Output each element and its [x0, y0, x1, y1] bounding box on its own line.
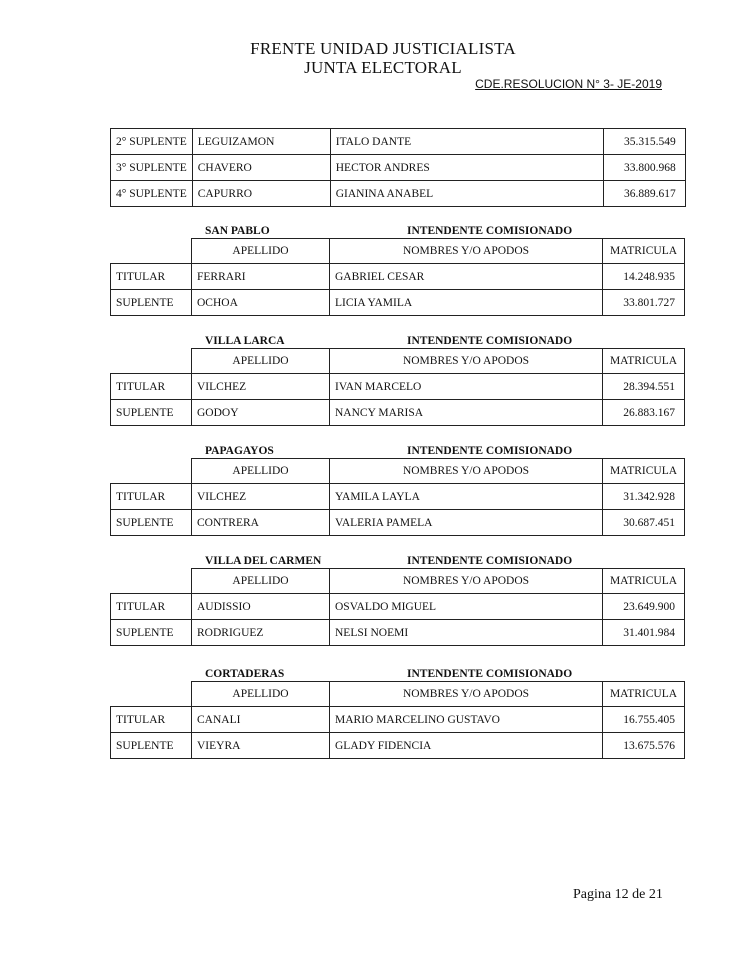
- table-row: [111, 620, 685, 646]
- column-header-apellido: APELLIDO: [192, 459, 330, 484]
- nombres-cell: IVAN MARCELO: [330, 374, 603, 400]
- section-category: INTENDENTE COMISIONADO: [407, 225, 573, 237]
- nombres-cell: OSVALDO MIGUEL: [330, 594, 603, 620]
- column-header-apellido: APELLIDO: [192, 349, 330, 374]
- document-subtitle: JUNTA ELECTORAL: [304, 58, 462, 77]
- matricula-cell: 28.394.551: [603, 374, 685, 400]
- apellido-cell: CONTRERA: [192, 510, 330, 536]
- apellido-cell: GODOY: [192, 400, 330, 426]
- empty-cell: [111, 349, 192, 374]
- matricula-cell: 31.401.984: [603, 620, 685, 646]
- table-row: [111, 484, 685, 510]
- column-header-nombres: NOMBRES Y/O APODOS: [330, 349, 603, 374]
- candidates-table-villa-del-carmen: [110, 568, 685, 646]
- column-header-apellido: APELLIDO: [192, 682, 330, 707]
- role-cell: SUPLENTE: [111, 400, 192, 426]
- role-cell: TITULAR: [111, 707, 192, 733]
- table-row: [111, 290, 685, 316]
- empty-cell: [111, 239, 192, 264]
- role-cell: TITULAR: [111, 264, 192, 290]
- role-cell: 3° SUPLENTE: [111, 155, 193, 181]
- matricula-cell: 26.883.167: [603, 400, 685, 426]
- section-category: INTENDENTE COMISIONADO: [407, 668, 573, 680]
- section-category: INTENDENTE COMISIONADO: [407, 445, 573, 457]
- matricula-cell: 31.342.928: [603, 484, 685, 510]
- nombres-cell: MARIO MARCELINO GUSTAVO: [330, 707, 603, 733]
- table-row: [111, 400, 685, 426]
- nombres-cell: NANCY MARISA: [330, 400, 603, 426]
- table-header-row: [111, 459, 685, 484]
- section-name: VILLA LARCA: [205, 335, 285, 347]
- nombres-cell: YAMILA LAYLA: [330, 484, 603, 510]
- candidates-table-villa-larca: [110, 348, 685, 426]
- empty-cell: [111, 682, 192, 707]
- apellido-cell: AUDISSIO: [192, 594, 330, 620]
- section-name: CORTADERAS: [205, 668, 285, 680]
- nombres-cell: ITALO DANTE: [330, 129, 603, 155]
- table-row: [111, 129, 686, 155]
- role-cell: 4° SUPLENTE: [111, 181, 193, 207]
- role-cell: SUPLENTE: [111, 290, 192, 316]
- document-title: FRENTE UNIDAD JUSTICIALISTA: [250, 39, 516, 58]
- column-header-matricula: MATRICULA: [603, 569, 685, 594]
- empty-cell: [111, 569, 192, 594]
- column-header-nombres: NOMBRES Y/O APODOS: [330, 682, 603, 707]
- role-cell: TITULAR: [111, 374, 192, 400]
- apellido-cell: CANALI: [192, 707, 330, 733]
- nombres-cell: GIANINA ANABEL: [330, 181, 603, 207]
- table-row: [111, 733, 685, 759]
- nombres-cell: GLADY FIDENCIA: [330, 733, 603, 759]
- column-header-nombres: NOMBRES Y/O APODOS: [330, 239, 603, 264]
- column-header-matricula: MATRICULA: [603, 349, 685, 374]
- apellido-cell: LEGUIZAMON: [192, 129, 330, 155]
- table-row: [111, 594, 685, 620]
- matricula-cell: 30.687.451: [603, 510, 685, 536]
- apellido-cell: CHAVERO: [192, 155, 330, 181]
- apellido-cell: FERRARI: [192, 264, 330, 290]
- column-header-matricula: MATRICULA: [603, 459, 685, 484]
- table-header-row: [111, 349, 685, 374]
- empty-cell: [111, 459, 192, 484]
- matricula-cell: 13.675.576: [603, 733, 685, 759]
- table-row: [111, 264, 685, 290]
- resolution-reference: CDE.RESOLUCION N° 3- JE-2019: [475, 77, 662, 91]
- candidates-table-papagayos: [110, 458, 685, 536]
- candidates-table-san-pablo: [110, 238, 685, 316]
- table-header-row: [111, 682, 685, 707]
- matricula-cell: 36.889.617: [603, 181, 685, 207]
- section-heading: [205, 225, 573, 237]
- column-header-matricula: MATRICULA: [603, 682, 685, 707]
- table-row: [111, 707, 685, 733]
- table-header-row: [111, 569, 685, 594]
- continuation-table: [110, 128, 686, 207]
- matricula-cell: 16.755.405: [603, 707, 685, 733]
- apellido-cell: VILCHEZ: [192, 484, 330, 510]
- section-category: INTENDENTE COMISIONADO: [407, 335, 573, 347]
- nombres-cell: LICIA YAMILA: [330, 290, 603, 316]
- column-header-apellido: APELLIDO: [192, 569, 330, 594]
- table-row: [111, 510, 685, 536]
- role-cell: 2° SUPLENTE: [111, 129, 193, 155]
- section-heading: [205, 555, 573, 567]
- apellido-cell: RODRIGUEZ: [192, 620, 330, 646]
- column-header-nombres: NOMBRES Y/O APODOS: [330, 459, 603, 484]
- role-cell: TITULAR: [111, 594, 192, 620]
- page-number: Pagina 12 de 21: [573, 887, 663, 902]
- apellido-cell: OCHOA: [192, 290, 330, 316]
- section-heading: [205, 445, 573, 457]
- matricula-cell: 33.801.727: [603, 290, 685, 316]
- candidates-table-cortaderas: [110, 681, 685, 759]
- table-header-row: [111, 239, 685, 264]
- nombres-cell: GABRIEL CESAR: [330, 264, 603, 290]
- matricula-cell: 14.248.935: [603, 264, 685, 290]
- matricula-cell: 23.649.900: [603, 594, 685, 620]
- column-header-nombres: NOMBRES Y/O APODOS: [330, 569, 603, 594]
- column-header-apellido: APELLIDO: [192, 239, 330, 264]
- section-name: SAN PABLO: [205, 225, 270, 237]
- role-cell: SUPLENTE: [111, 620, 192, 646]
- section-name: VILLA DEL CARMEN: [205, 555, 322, 567]
- role-cell: TITULAR: [111, 484, 192, 510]
- table-row: [111, 374, 685, 400]
- apellido-cell: VILCHEZ: [192, 374, 330, 400]
- column-header-matricula: MATRICULA: [603, 239, 685, 264]
- nombres-cell: HECTOR ANDRES: [330, 155, 603, 181]
- role-cell: SUPLENTE: [111, 733, 192, 759]
- section-name: PAPAGAYOS: [205, 445, 274, 457]
- matricula-cell: 35.315.549: [603, 129, 685, 155]
- table-row: [111, 181, 686, 207]
- section-category: INTENDENTE COMISIONADO: [407, 555, 573, 567]
- table-row: [111, 155, 686, 181]
- nombres-cell: VALERIA PAMELA: [330, 510, 603, 536]
- apellido-cell: VIEYRA: [192, 733, 330, 759]
- nombres-cell: NELSI NOEMI: [330, 620, 603, 646]
- section-heading: [205, 335, 573, 347]
- role-cell: SUPLENTE: [111, 510, 192, 536]
- matricula-cell: 33.800.968: [603, 155, 685, 181]
- section-heading: [205, 668, 573, 680]
- apellido-cell: CAPURRO: [192, 181, 330, 207]
